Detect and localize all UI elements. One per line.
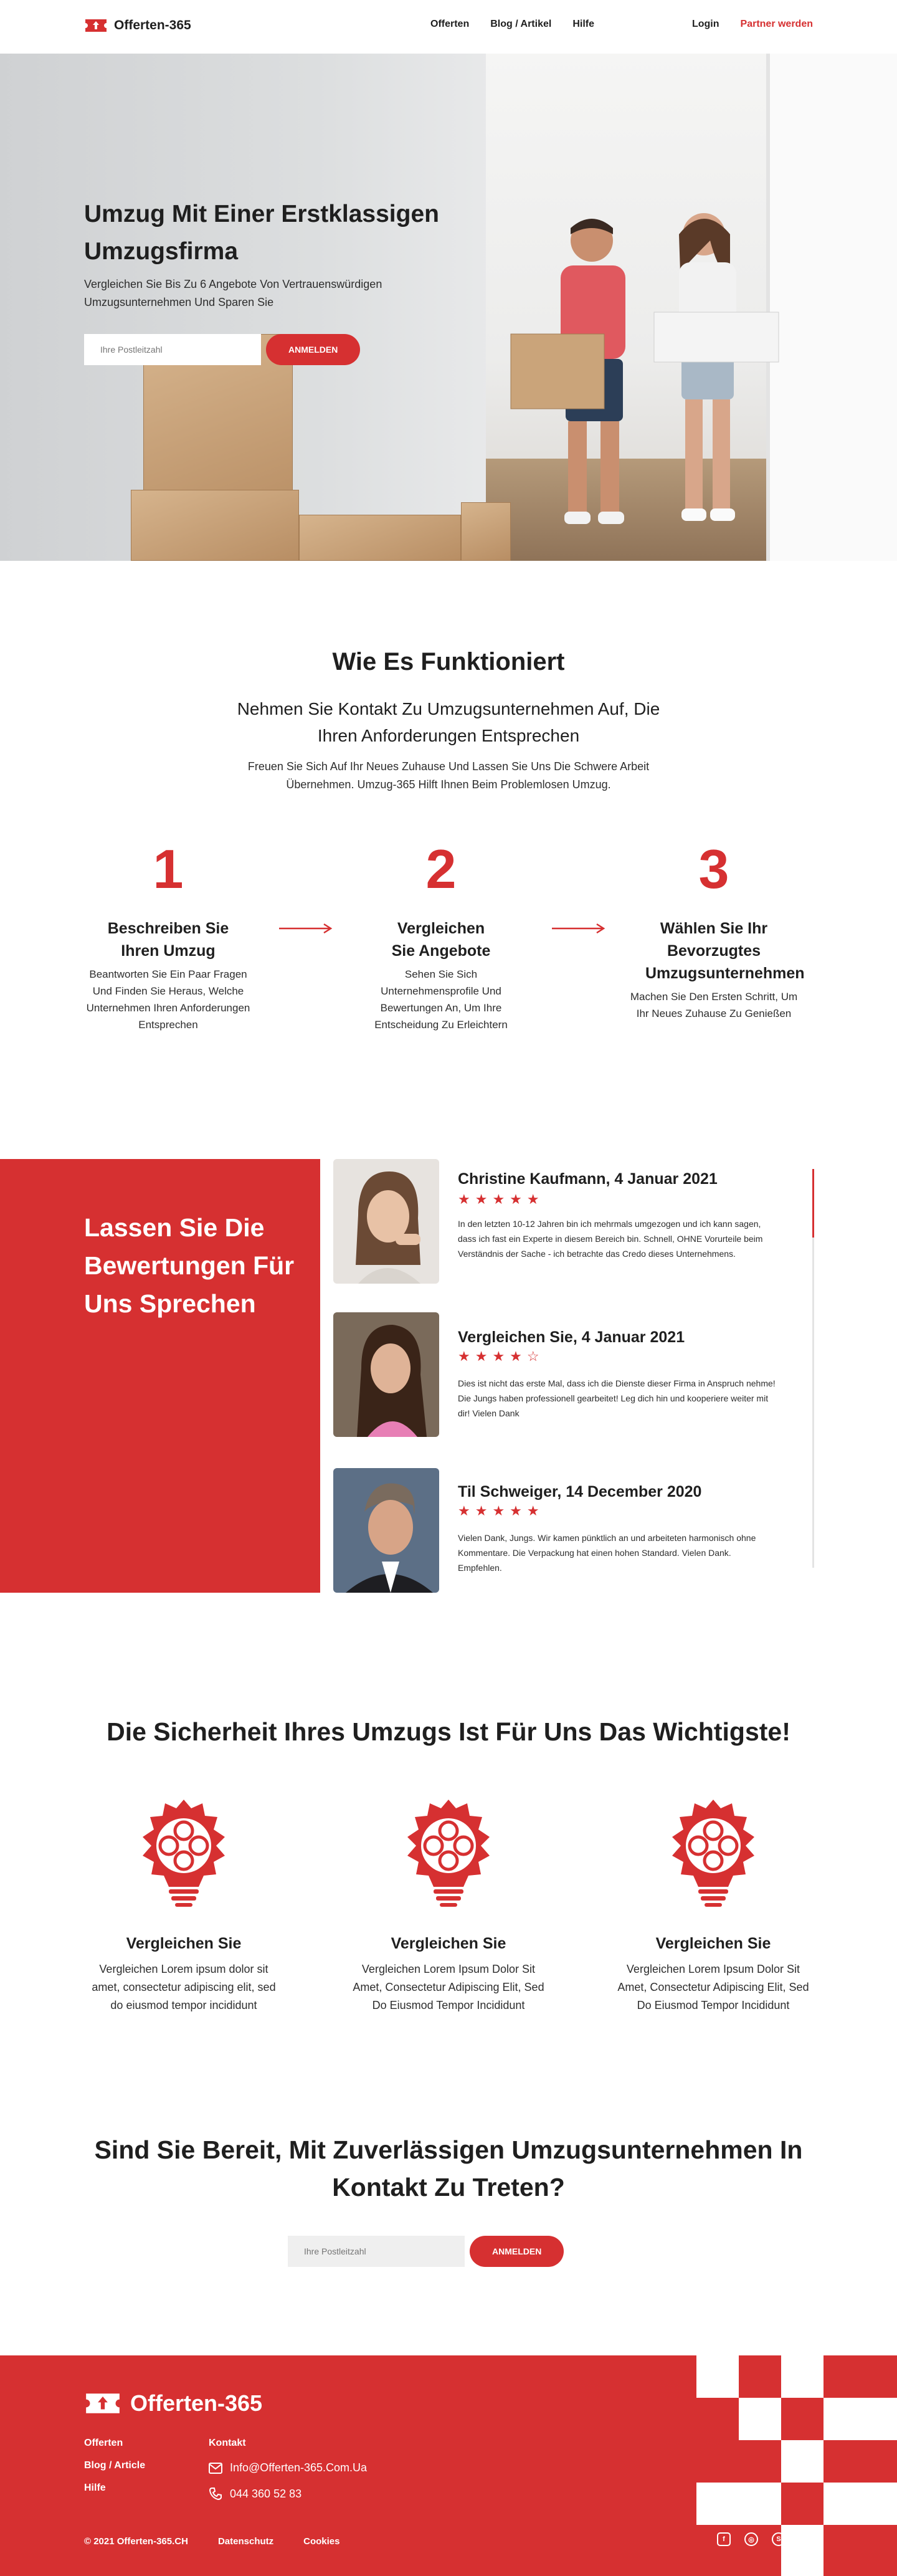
rating-stars: ★★★★★ xyxy=(458,1191,544,1207)
dribbble-icon[interactable]: ◎ xyxy=(744,2532,758,2546)
decor-square xyxy=(739,2398,781,2440)
reviewer-avatar xyxy=(333,1468,439,1593)
feature-3 xyxy=(607,1795,819,2015)
decor-square xyxy=(696,2355,739,2398)
step-title: Vergleichen Sie Angebote xyxy=(391,920,491,960)
decor-square xyxy=(739,2483,781,2525)
arrow-right-icon xyxy=(278,922,334,935)
step-1 xyxy=(69,835,268,1033)
step-number: 1 xyxy=(153,838,184,900)
step-text: Machen Sie Den Ersten Schritt, Um Ihr Neues Zuhause Zu Genießen xyxy=(630,991,798,1019)
how-description: Freuen Sie Sich Auf Ihr Neues Zuhause Und Lassen Sie Uns Die Schwere Arbeit Übernehmen. Umzug-365 Hilft Ihnen Beim Problemlosen Umzug. xyxy=(247,760,650,791)
feature-title: Vergleichen Sie xyxy=(391,1935,506,1952)
skype-icon[interactable]: S xyxy=(772,2532,785,2546)
partner-link[interactable]: Partner werden xyxy=(740,19,813,29)
step-text: Beantworten Sie Ein Paar Fragen Und Finden Sie Heraus, Welche Unternehmen Ihren Anforderungen Entsprechen xyxy=(86,968,250,1031)
logo-text: Offerten-365 xyxy=(114,18,191,32)
ticket-logo-icon xyxy=(84,17,108,34)
phone-icon xyxy=(209,2487,222,2501)
footer-link-offerten[interactable]: Offerten xyxy=(84,2438,123,2448)
reviews-banner xyxy=(0,1159,320,1593)
step-number: 3 xyxy=(698,838,729,900)
logo[interactable] xyxy=(84,17,191,34)
contact-email[interactable]: Info@Offerten-365.Com.Ua xyxy=(230,2461,368,2474)
footer-logo[interactable] xyxy=(84,2390,262,2416)
hero-subtitle: Vergleichen Sie Bis Zu 6 Angebote Von Vertrauenswürdigen Umzugsunternehmen Und Sparen Sie xyxy=(84,278,382,308)
step-3 xyxy=(614,835,814,1022)
feature-text: Vergleichen Lorem Ipsum Dolor Sit Amet, Consectetur Adipiscing Elit, Sed Do Eiusmod Tempor Incididunt xyxy=(617,1963,809,2011)
footer-logo-text: Offerten-365 xyxy=(130,2390,263,2416)
reviewer-avatar xyxy=(333,1159,439,1284)
step-number: 2 xyxy=(425,838,457,900)
social-links xyxy=(717,2532,813,2546)
mail-icon xyxy=(209,2463,222,2474)
reviewer-name: Christine Kaufmann, 4 Januar 2021 xyxy=(458,1170,718,1188)
email-row[interactable] xyxy=(209,2461,367,2474)
feature-text: Vergleichen Lorem ipsum dolor sit amet, consectetur adipiscing elit, sed do eiusmod tempor incididunt xyxy=(92,1963,276,2011)
site-footer xyxy=(0,2355,897,2576)
postcode-input[interactable] xyxy=(84,334,261,365)
review-card xyxy=(333,1468,807,1593)
review-text: In den letzten 10-12 Jahren bin ich mehrmals umgezogen und ich kann sagen, dass ich fast ein Experte in diesem Bereich bin. Schnell, OHNE Vorurteile beim Verständnis der Sache - ich betrachte das Credo dieses Unternehmens. xyxy=(458,1219,763,1259)
ticket-logo-icon xyxy=(84,2390,121,2416)
safety-title: Die Sicherheit Ihres Umzugs Ist Für Uns Das Wichtigste! xyxy=(107,1717,790,1746)
nav-offerten[interactable]: Offerten xyxy=(430,19,470,29)
lightbulb-gear-icon xyxy=(399,1795,498,1907)
login-link[interactable]: Login xyxy=(691,19,719,29)
site-header xyxy=(0,0,897,54)
footer-link-hilfe[interactable]: Hilfe xyxy=(84,2483,106,2493)
instagram-icon[interactable]: ◉ xyxy=(799,2532,813,2546)
contact-phone[interactable]: 044 360 52 83 xyxy=(230,2487,302,2500)
scrollbar-thumb[interactable] xyxy=(812,1169,814,1238)
review-card xyxy=(333,1159,807,1284)
nav-blog[interactable]: Blog / Artikel xyxy=(490,19,552,29)
lightbulb-gear-icon xyxy=(134,1795,234,1907)
reviewer-name: Vergleichen Sie, 4 Januar 2021 xyxy=(458,1329,685,1346)
feature-2 xyxy=(343,1795,554,2015)
decor-square xyxy=(696,2483,739,2525)
moving-couple-photo xyxy=(498,203,797,552)
step-title: Wählen Sie Ihr Bevorzugtes Umzugsunternehmen xyxy=(645,920,805,982)
phone-row[interactable] xyxy=(209,2487,367,2501)
feature-text: Vergleichen Lorem Ipsum Dolor Sit Amet, Consectetur Adipiscing Elit, Sed Do Eiusmod Tempor Incididunt xyxy=(353,1963,544,2011)
reviews-scrollbar[interactable] xyxy=(812,1169,814,1568)
feature-title: Vergleichen Sie xyxy=(655,1935,771,1952)
hero-form xyxy=(84,334,360,365)
footer-contact xyxy=(209,2438,367,2501)
decor-square xyxy=(823,2483,897,2525)
feature-1 xyxy=(78,1795,290,2015)
facebook-icon[interactable]: f xyxy=(717,2532,731,2546)
lightbulb-gear-icon xyxy=(663,1795,763,1907)
step-text: Sehen Sie Sich Unternehmensprofile Und Bewertungen An, Um Ihre Entscheidung Zu Erleichtern xyxy=(374,968,508,1031)
moving-box xyxy=(299,515,461,561)
cta-postcode-input[interactable] xyxy=(288,2236,465,2267)
footer-link-blog[interactable]: Blog / Article xyxy=(84,2460,146,2471)
decor-square xyxy=(781,2355,823,2398)
how-subtitle: Nehmen Sie Kontakt Zu Umzugsunternehmen Auf, Die Ihren Anforderungen Entsprechen xyxy=(237,699,660,745)
arrow-right-icon xyxy=(551,922,607,935)
moving-box xyxy=(131,490,299,561)
hero-title: Umzug Mit Einer Erstklassigen Umzugsfirma xyxy=(84,201,439,265)
nav-hilfe[interactable]: Hilfe xyxy=(572,19,594,29)
copyright: © 2021 Offerten-365.CH xyxy=(84,2536,188,2547)
cookies-link[interactable]: Cookies xyxy=(303,2536,340,2547)
how-title: Wie Es Funktioniert xyxy=(332,648,565,675)
feature-title: Vergleichen Sie xyxy=(126,1935,242,1952)
register-button[interactable]: ANMELDEN xyxy=(266,334,360,365)
hero-section xyxy=(0,54,897,561)
step-2 xyxy=(341,835,541,1033)
rating-stars: ★★★★★ xyxy=(458,1503,544,1519)
cta-register-button[interactable]: ANMELDEN xyxy=(470,2236,564,2267)
reviewer-name: Til Schweiger, 14 December 2020 xyxy=(458,1483,702,1500)
review-text: Vielen Dank, Jungs. Wir kamen pünktlich an und arbeiteten harmonisch ohne Kommentare. Die Verpackung hat einen hohen Standard. Vielen Dank. Empfehlen. xyxy=(458,1533,756,1573)
decor-square xyxy=(781,2440,823,2483)
privacy-link[interactable]: Datenschutz xyxy=(217,2536,274,2547)
contact-title: Kontakt xyxy=(209,2438,246,2448)
decor-square xyxy=(823,2398,897,2440)
step-title: Beschreiben Sie Ihren Umzug xyxy=(107,920,229,960)
cta-title: Sind Sie Bereit, Mit Zuverlässigen Umzugsunternehmen In Kontakt Zu Treten? xyxy=(94,2135,803,2202)
cta-form xyxy=(288,2236,564,2267)
footer-links xyxy=(84,2438,145,2494)
main-nav xyxy=(430,19,594,30)
account-nav xyxy=(692,19,813,30)
review-text: Dies ist nicht das erste Mal, dass ich die Dienste dieser Firma in Anspruch nehme! Die Jungs haben professionell gearbeitet! Leg dich hin und kooperiere weiter mit dir! Vielen Dank xyxy=(458,1378,776,1418)
footer-bottom xyxy=(84,2536,340,2547)
reviewer-avatar xyxy=(333,1312,439,1437)
rating-stars: ★★★★☆ xyxy=(458,1348,544,1364)
reviews-title: Lassen Sie Die Bewertungen Für Uns Sprechen xyxy=(84,1213,295,1318)
review-card xyxy=(333,1312,807,1437)
